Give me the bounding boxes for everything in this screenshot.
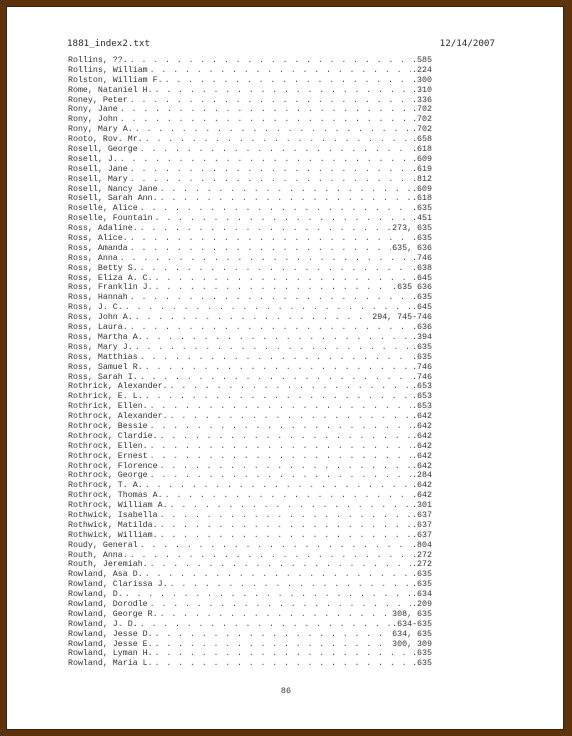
- entry-name: Ross, Laura.: [68, 323, 128, 333]
- entry-name: Ross, Martha A.: [68, 332, 143, 342]
- entry-pages: .618: [412, 145, 432, 155]
- dot-leader: [125, 590, 411, 600]
- index-entry: [68, 373, 432, 383]
- entry-name: Ross, John A.: [68, 313, 133, 323]
- entry-pages: .635: [412, 204, 432, 214]
- dot-leader: [170, 382, 411, 392]
- index-entry: [68, 620, 432, 630]
- entry-name: Rowland, Dorodle: [68, 599, 148, 609]
- entry-pages: .642: [412, 431, 432, 441]
- index-entry: [68, 501, 432, 511]
- entry-name: Rollins, William: [68, 65, 148, 75]
- index-entry: [68, 462, 432, 472]
- index-entry: [68, 185, 432, 195]
- entry-pages: .702: [412, 115, 432, 125]
- index-entry: [68, 56, 432, 66]
- index-entry: [68, 264, 432, 274]
- index-entry: [68, 96, 432, 106]
- entry-pages: .653: [412, 402, 432, 412]
- entry-pages: .642: [412, 412, 432, 422]
- entry-name: Roney, Peter: [68, 95, 128, 105]
- index-entry: [68, 471, 432, 481]
- entry-name: Ross, Adaline.: [68, 224, 138, 234]
- dot-leader: [155, 630, 392, 640]
- dot-leader: [145, 333, 411, 343]
- dot-leader: [170, 501, 411, 511]
- index-entry: [68, 452, 432, 462]
- entry-pages: .209: [412, 599, 432, 609]
- index-entry: [68, 244, 432, 254]
- entry-name: Rothrick, Ellen.: [68, 402, 148, 412]
- index-entry: [68, 610, 432, 620]
- entry-pages: .642: [412, 481, 432, 491]
- dot-leader: [150, 66, 411, 76]
- index-entry: [68, 432, 432, 442]
- index-entry: [68, 204, 432, 214]
- index-entry: [68, 155, 432, 165]
- index-entry: [68, 392, 432, 402]
- entry-pages: .336: [412, 95, 432, 105]
- index-entry: [68, 570, 432, 580]
- entry-name: Rowland, Lyman H.: [68, 649, 153, 659]
- entry-pages: .284: [412, 471, 432, 481]
- index-entry: [68, 145, 432, 155]
- entry-pages: .635: [412, 570, 432, 580]
- entry-name: Rothwick, Matilda.: [68, 520, 158, 530]
- entry-name: Rooto, Rov. Mr.: [68, 135, 143, 145]
- entry-name: Ross, Franklin J.: [68, 283, 153, 293]
- entry-pages: .636: [412, 323, 432, 333]
- dot-leader: [150, 471, 411, 481]
- dot-leader: [130, 175, 411, 185]
- dot-leader: [140, 353, 411, 363]
- dot-leader: [140, 620, 391, 630]
- index-entry: [68, 234, 432, 244]
- entry-name: Rosell, Nancy Jane: [68, 184, 158, 194]
- dot-leader: [160, 521, 411, 531]
- index-entry: [68, 422, 432, 432]
- dot-leader: [130, 234, 411, 244]
- dot-leader: [120, 155, 411, 165]
- index-entry: [68, 293, 432, 303]
- index-entry: [68, 66, 432, 76]
- index-entry: [68, 412, 432, 422]
- entry-name: Roselle, Alice: [68, 204, 138, 214]
- entry-pages: .451: [412, 214, 432, 224]
- entry-name: Rothrock, Clardie.: [68, 431, 158, 441]
- index-entry: [68, 105, 432, 115]
- entry-pages: .746: [412, 372, 432, 382]
- entry-name: Rowland, J. D.: [68, 619, 138, 629]
- entry-name: Roudy, General: [68, 540, 138, 550]
- entry-pages: .637: [412, 530, 432, 540]
- index-entry: [68, 165, 432, 175]
- entry-pages: .635: [412, 352, 432, 362]
- dot-leader: [140, 264, 411, 274]
- entry-pages: .272: [412, 550, 432, 560]
- index-entry: [68, 590, 432, 600]
- dot-leader: [160, 462, 411, 472]
- dot-leader: [145, 135, 411, 145]
- dot-leader: [120, 115, 411, 125]
- index-entry: [68, 333, 432, 343]
- index-entry: [68, 175, 432, 185]
- dot-leader: [145, 570, 411, 580]
- entry-pages: 273, 635: [392, 224, 432, 234]
- index-entry: [68, 659, 432, 669]
- dot-leader: [135, 313, 372, 323]
- dot-leader: [170, 412, 411, 422]
- entry-pages: .635: [412, 659, 432, 669]
- dot-leader: [125, 303, 411, 313]
- entry-pages: 294, 745-746: [372, 313, 432, 323]
- dot-leader: [165, 76, 411, 86]
- entry-name: Ross, Mary J.: [68, 342, 133, 352]
- index-entry: [68, 254, 432, 264]
- entry-name: Ross, Alice.: [68, 234, 128, 244]
- entry-pages: .635: [412, 293, 432, 303]
- dot-leader: [130, 323, 411, 333]
- index-entry: [68, 531, 432, 541]
- entry-pages: .642: [412, 441, 432, 451]
- index-entry: [68, 521, 432, 531]
- entry-pages: .653: [412, 382, 432, 392]
- entry-name: Rowland, Jesse D.: [68, 629, 153, 639]
- index-entry: [68, 115, 432, 125]
- entry-name: Ross, Anna: [68, 253, 118, 263]
- entry-name: Ross, Eliza A. C.: [68, 273, 153, 283]
- dot-leader: [130, 165, 411, 175]
- entry-name: Rony, Jane: [68, 105, 118, 115]
- dot-leader: [140, 145, 411, 155]
- dot-leader: [170, 580, 411, 590]
- index-entry: [68, 76, 432, 86]
- entry-name: Rony, John: [68, 115, 118, 125]
- index-entry: [68, 442, 432, 452]
- index-entry: [68, 600, 432, 610]
- index-entry: [68, 303, 432, 313]
- entry-name: Rome, Nataniel H.: [68, 85, 153, 95]
- entry-pages: .804: [412, 540, 432, 550]
- dot-leader: [160, 531, 411, 541]
- index-entry: [68, 224, 432, 234]
- dot-leader: [130, 293, 411, 303]
- dot-leader: [140, 541, 411, 551]
- dot-leader: [155, 659, 411, 669]
- entry-name: Rowland, George R.: [68, 609, 158, 619]
- entry-name: Rowland, Clarissa J.: [68, 580, 168, 590]
- index-entry: [68, 541, 432, 551]
- entry-name: Rothrock, Alexander.: [68, 412, 168, 422]
- entry-name: Rowland, Jesse E.: [68, 639, 153, 649]
- entry-name: Rosell, George: [68, 145, 138, 155]
- dot-leader: [155, 214, 411, 224]
- entry-pages: .658: [412, 135, 432, 145]
- entry-pages: .642: [412, 421, 432, 431]
- index-entry: [68, 640, 432, 650]
- entry-pages: .642: [412, 451, 432, 461]
- dot-leader: [150, 452, 411, 462]
- entry-pages: .634-635: [392, 619, 432, 629]
- entry-pages: .702: [412, 105, 432, 115]
- entry-name: Rony, Mary A.: [68, 125, 133, 135]
- dot-leader: [155, 649, 411, 659]
- entry-pages: .635: [412, 234, 432, 244]
- dot-leader: [130, 244, 391, 254]
- entry-pages: .746: [412, 362, 432, 372]
- entry-name: Rothrock, Florence: [68, 461, 158, 471]
- entry-pages: .635: [412, 342, 432, 352]
- entry-pages: .609: [412, 154, 432, 164]
- dot-leader: [150, 422, 411, 432]
- entry-name: Rothrick, E. L.: [68, 392, 143, 402]
- entry-pages: 300, 309: [392, 639, 432, 649]
- entry-name: Ross, Matthias: [68, 352, 138, 362]
- entry-name: Ross, Betty S.: [68, 263, 138, 273]
- dot-leader: [165, 491, 411, 501]
- entry-pages: .645: [412, 273, 432, 283]
- entry-pages: .746: [412, 253, 432, 263]
- entry-name: Rothrock, Ellen.: [68, 441, 148, 451]
- entry-pages: 634, 635: [392, 629, 432, 639]
- index-entry: [68, 135, 432, 145]
- entry-name: Routh, Jeremiah.: [68, 560, 148, 570]
- entry-pages: .645: [412, 303, 432, 313]
- entry-name: Ross, Sarah I.: [68, 372, 138, 382]
- entry-name: Rothrock, T. A.: [68, 481, 143, 491]
- entry-pages: .609: [412, 184, 432, 194]
- entry-name: Ross, J. C.: [68, 303, 123, 313]
- dot-leader: [155, 640, 392, 650]
- entry-pages: .618: [412, 194, 432, 204]
- index-entry: [68, 125, 432, 135]
- entry-pages: .642: [412, 491, 432, 501]
- index-entry: [68, 214, 432, 224]
- dot-leader: [140, 204, 411, 214]
- index-entry: [68, 194, 432, 204]
- dot-leader: [150, 600, 411, 610]
- entry-name: Rosell, Sarah Ann.: [68, 194, 158, 204]
- dot-leader: [155, 274, 411, 284]
- entry-pages: .394: [412, 332, 432, 342]
- index-entry: [68, 363, 432, 373]
- entry-pages: .635 636: [392, 283, 432, 293]
- entry-name: Rolston, William F.: [68, 75, 163, 85]
- dot-leader: [130, 551, 411, 561]
- dot-leader: [145, 392, 411, 402]
- index-entry: [68, 649, 432, 659]
- dot-leader: [160, 194, 411, 204]
- entry-name: Rosell, J.: [68, 154, 118, 164]
- dot-leader: [155, 283, 392, 293]
- index-entry: [68, 323, 432, 333]
- dot-leader: [145, 481, 411, 491]
- entry-pages: .310: [412, 85, 432, 95]
- entry-pages: .272: [412, 560, 432, 570]
- entry-pages: .637: [412, 510, 432, 520]
- index-entry: [68, 313, 432, 323]
- dot-leader: [120, 254, 411, 264]
- index-entry: [68, 382, 432, 392]
- entry-name: Rothrock, Bessie: [68, 421, 148, 431]
- entry-name: Rosell, Mary: [68, 174, 128, 184]
- index-entry: [68, 402, 432, 412]
- dot-leader: [140, 373, 411, 383]
- header-date: 12/14/2007: [439, 38, 495, 49]
- entry-name: Rothrick, Alexander.: [68, 382, 168, 392]
- entry-name: Rothrock, Ernest: [68, 451, 148, 461]
- entry-pages: 308, 635: [392, 609, 432, 619]
- dot-leader: [120, 105, 411, 115]
- entry-pages: .634: [412, 590, 432, 600]
- entry-pages: .585: [412, 56, 432, 65]
- index-entry: [68, 551, 432, 561]
- entry-name: Rothrock, George: [68, 471, 148, 481]
- index-entry: [68, 274, 432, 284]
- entry-name: Routh, Anna.: [68, 550, 128, 560]
- entry-pages: .619: [412, 164, 432, 174]
- entry-name: Rothrock, William A.: [68, 501, 168, 511]
- index-entry: [68, 491, 432, 501]
- index-list: [68, 56, 432, 669]
- entry-pages: .635: [412, 580, 432, 590]
- file-name: 1881_index2.txt: [67, 38, 150, 49]
- entry-pages: .301: [412, 501, 432, 511]
- dot-leader: [155, 86, 411, 96]
- page-number: 86: [280, 686, 292, 696]
- entry-name: Rothwick, Isabella: [68, 510, 158, 520]
- entry-name: Rollins, ??.: [68, 56, 128, 65]
- dot-leader: [145, 363, 411, 373]
- index-entry: [68, 560, 432, 570]
- index-entry: [68, 283, 432, 293]
- index-entry: [68, 353, 432, 363]
- entry-name: Rowland, Asa D.: [68, 570, 143, 580]
- entry-pages: .637: [412, 520, 432, 530]
- entry-name: Rothwick, William.: [68, 530, 158, 540]
- dot-leader: [150, 402, 411, 412]
- dot-leader: [135, 343, 411, 353]
- index-entry: [68, 580, 432, 590]
- index-entry: [68, 481, 432, 491]
- entry-pages: .702: [412, 125, 432, 135]
- entry-pages: .812: [412, 174, 432, 184]
- entry-pages: .224: [412, 65, 432, 75]
- entry-pages: .300: [412, 75, 432, 85]
- entry-name: Ross, Amanda: [68, 243, 128, 253]
- dot-leader: [135, 125, 411, 135]
- dot-leader: [130, 56, 411, 66]
- entry-name: Rowland, Maria L.: [68, 659, 153, 669]
- dot-leader: [150, 560, 411, 570]
- dot-leader: [160, 511, 411, 521]
- dot-leader: [160, 610, 392, 620]
- dot-leader: [160, 432, 411, 442]
- entry-name: Rothrock, Thomas A.: [68, 491, 163, 501]
- index-entry: [68, 86, 432, 96]
- dot-leader: [140, 224, 391, 234]
- entry-pages: .653: [412, 392, 432, 402]
- index-entry: [68, 511, 432, 521]
- entry-name: Ross, Samuel R.: [68, 362, 143, 372]
- entry-pages: .635: [412, 649, 432, 659]
- dot-leader: [160, 185, 411, 195]
- entry-name: Rowland, D.: [68, 590, 123, 600]
- entry-name: Ross, Hannah: [68, 293, 128, 303]
- entry-name: Rosell, Jane: [68, 164, 128, 174]
- dot-leader: [130, 96, 411, 106]
- entry-pages: .638: [412, 263, 432, 273]
- entry-pages: 635, 636: [392, 243, 432, 253]
- entry-name: Roselle, Fountain: [68, 214, 153, 224]
- entry-pages: .642: [412, 461, 432, 471]
- index-entry: [68, 343, 432, 353]
- index-entry: [68, 630, 432, 640]
- dot-leader: [150, 442, 411, 452]
